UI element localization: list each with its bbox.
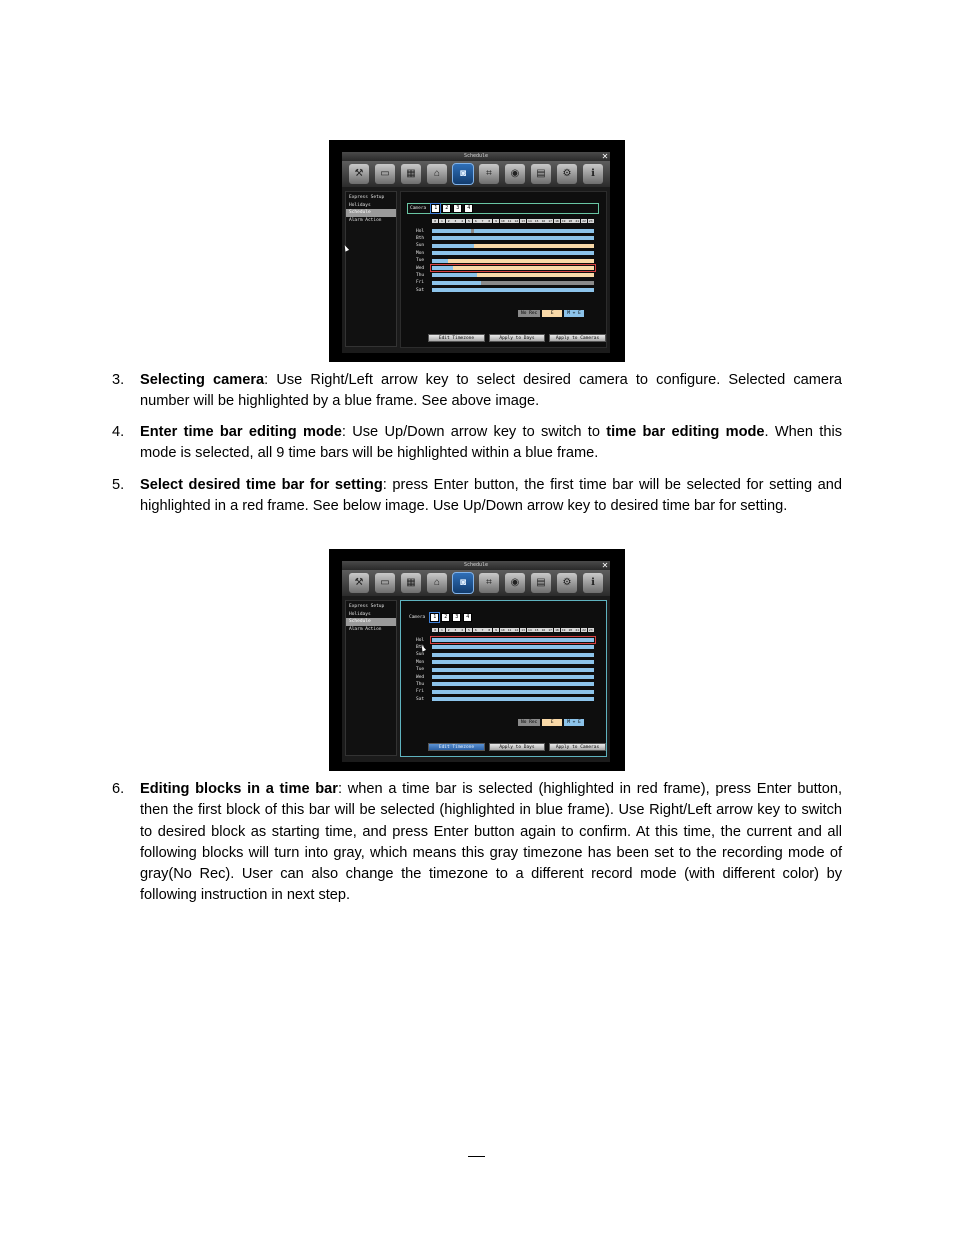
time-block[interactable] [481, 281, 594, 285]
day-label: Bth [416, 644, 425, 650]
time-bar[interactable] [432, 251, 594, 255]
step-description-end: . When this mode is selected, all 9 time bars will be highlighted within a blue frame. [140, 424, 842, 462]
step-number: 5. [112, 477, 125, 493]
info-icon[interactable]: ℹ [583, 573, 603, 593]
wrench-icon[interactable]: ⚒ [349, 573, 369, 593]
hour-cell: 6 [473, 219, 479, 223]
camera-label: Camera [410, 206, 427, 211]
day-label: Sun [416, 652, 425, 658]
gear-icon[interactable]: ⚙ [557, 164, 577, 184]
hour-cell: 1 [439, 628, 445, 632]
toolbar [342, 161, 610, 187]
day-label: Mon [416, 659, 425, 665]
time-bar[interactable] [432, 653, 594, 657]
time-block[interactable] [432, 660, 594, 664]
selected-bar-frame [430, 636, 596, 644]
menu-item-schedule[interactable]: Schedule [346, 618, 396, 626]
settings-menu [345, 191, 397, 347]
schedule-icon[interactable]: ◙ [453, 164, 473, 184]
hour-cell: 17 [548, 628, 552, 632]
time-block[interactable] [448, 259, 500, 263]
time-block[interactable] [432, 229, 471, 233]
hour-cell: 4 [459, 219, 465, 223]
selected-bar-frame [430, 264, 596, 272]
legend [518, 310, 584, 317]
step-term: Selecting camera [140, 372, 265, 388]
hour-cell: 2 [446, 628, 452, 632]
time-block[interactable] [432, 653, 594, 657]
step-term-inline: time bar editing mode [606, 424, 765, 440]
hour-cell: 13 [521, 628, 525, 632]
monitor-icon[interactable]: ▭ [375, 164, 395, 184]
hour-cell: 10 [500, 219, 505, 223]
hour-cell: 20 [568, 219, 573, 223]
time-bar[interactable] [432, 236, 594, 240]
info-icon[interactable]: ℹ [583, 164, 603, 184]
hour-cell: 15 [534, 628, 539, 632]
menu-item-holidays[interactable]: Holidays [349, 202, 371, 208]
day-label: Thu [416, 681, 425, 687]
hour-cell: 7 [479, 219, 485, 223]
schedule-icon[interactable]: ◙ [453, 573, 473, 593]
hour-cell: 7 [479, 628, 485, 632]
apply-to-cameras-button[interactable]: Apply to Cameras [549, 743, 606, 751]
time-block[interactable] [474, 229, 594, 233]
legend-event[interactable]: E [542, 719, 562, 726]
hour-cell: 4 [459, 628, 465, 632]
time-bar[interactable] [432, 697, 594, 701]
hour-cell: 11 [507, 219, 512, 223]
display-icon[interactable]: ▤ [531, 164, 551, 184]
dvr-window [342, 152, 610, 353]
day-label: Wed [416, 265, 425, 271]
legend-event[interactable]: E [542, 310, 562, 317]
hour-cell: 22 [582, 628, 586, 632]
hour-cell: 16 [541, 628, 546, 632]
step-term: Enter time bar editing mode [140, 424, 342, 440]
hour-cell: 10 [500, 628, 505, 632]
step-number: 4. [112, 424, 125, 440]
step-description: : Use Right/Left arrow key to select desired camera to configure. Selected camera number will be highlighted by a blue frame. See above image. [140, 372, 842, 410]
time-bar[interactable] [432, 288, 594, 292]
time-block[interactable] [432, 273, 477, 277]
schedule-screenshot-2 [329, 549, 625, 771]
time-bar[interactable] [432, 675, 594, 679]
hour-cell: 19 [561, 219, 566, 223]
step-text [140, 475, 842, 518]
hour-cell: 14 [528, 219, 532, 223]
hour-cell: 17 [548, 219, 552, 223]
time-bars [401, 192, 608, 349]
camera-icon[interactable]: ◉ [505, 573, 525, 593]
time-bar[interactable] [432, 244, 594, 248]
hour-cell: 1 [439, 219, 445, 223]
hour-cell: 22 [582, 219, 586, 223]
hour-cell: 8 [486, 219, 492, 223]
close-icon[interactable]: ✕ [601, 561, 609, 570]
step-text [140, 779, 842, 907]
day-label: Sat [416, 696, 425, 702]
hour-cell: 15 [534, 219, 539, 223]
time-block[interactable] [432, 236, 594, 240]
toolbar [342, 570, 610, 596]
time-bar[interactable] [432, 660, 594, 664]
time-bars [401, 601, 608, 758]
hour-cell: 6 [473, 628, 479, 632]
monitor-icon[interactable]: ▭ [375, 573, 395, 593]
dvr-window [342, 561, 610, 762]
legend-motion-event[interactable]: M + E [564, 719, 584, 726]
step-description: : press Enter button, the first time bar will be selected for setting and highlighted in a red frame. See below image. Use Up/Down arrow key to desired time bar for setting. [140, 477, 842, 515]
schedule-panel [400, 191, 607, 348]
day-label: Thu [416, 272, 425, 278]
time-block[interactable] [432, 690, 594, 694]
legend-no-rec[interactable]: No Rec [518, 719, 540, 726]
time-block[interactable] [432, 259, 448, 263]
legend-motion-event[interactable]: M + E [564, 310, 584, 317]
hour-cell: 0 [432, 219, 438, 223]
day-label: Hol [416, 228, 425, 234]
step-number: 3. [112, 372, 125, 388]
folder-icon[interactable]: ⌂ [427, 164, 447, 184]
camera-1-button[interactable]: 1 [431, 204, 440, 213]
apply-to-cameras-button[interactable]: Apply to Cameras [549, 334, 606, 342]
hour-cell: 8 [486, 628, 492, 632]
day-label: Wed [416, 674, 425, 680]
network-icon[interactable]: ⌗ [479, 573, 499, 593]
camera-1-button[interactable]: 1 [430, 613, 439, 622]
time-block[interactable] [432, 244, 474, 248]
time-block[interactable] [432, 251, 594, 255]
hour-cell: 12 [514, 219, 519, 223]
day-label: Tue [416, 258, 425, 264]
day-label: Hol [416, 637, 425, 643]
hour-cell: 3 [452, 219, 458, 223]
time-block[interactable] [500, 259, 594, 263]
hour-cell: 23 [588, 628, 593, 632]
time-bar[interactable] [432, 281, 594, 285]
step-text [140, 370, 842, 413]
time-bar[interactable] [432, 273, 594, 277]
hour-cell: 5 [466, 628, 472, 632]
hour-cell: 3 [452, 628, 458, 632]
hour-cell: 11 [507, 628, 512, 632]
time-block[interactable] [474, 244, 594, 248]
hour-cell: 2 [446, 219, 452, 223]
apply-to-days-button[interactable]: Apply to Days [489, 334, 545, 342]
step-term: Select desired time bar for setting [140, 477, 383, 493]
menu-item-alarm-action[interactable]: Alarm Action [349, 217, 382, 223]
camera-4-button[interactable]: 4 [463, 613, 472, 622]
wrench-icon[interactable]: ⚒ [349, 164, 369, 184]
step-description: : when a time bar is selected (highlighted in red frame), press Enter button, then the first block of this bar will be selected (highlighted in blue frame). Use Right/Left arrow key to switch to desired block as starting time, and press Enter button again to confirm. At this time, the current and all following blocks will turn into gray, which means this gray timezone has been set to the recording mode of gray(No Rec). User can also change the timezone to a different record mode (with different color) by following instruction in next step. [140, 781, 842, 904]
folder-icon[interactable]: ⌂ [427, 573, 447, 593]
hour-cell: 23 [588, 219, 593, 223]
window-title: Schedule [342, 152, 610, 161]
time-block[interactable] [432, 675, 594, 679]
time-bar[interactable] [432, 682, 594, 686]
time-bar[interactable] [432, 645, 594, 649]
legend [518, 719, 584, 726]
hour-cell: 12 [514, 628, 519, 632]
hour-cell: 13 [521, 219, 525, 223]
hour-cell: 14 [528, 628, 532, 632]
step-term: Editing blocks in a time bar [140, 781, 338, 797]
menu-item-express-setup[interactable]: Express Setup [349, 604, 385, 609]
hour-cell: 18 [555, 628, 559, 632]
hour-cell: 19 [561, 628, 566, 632]
time-bar[interactable] [432, 229, 594, 233]
grid-icon[interactable]: ▦ [401, 164, 421, 184]
step-description: : Use Up/Down arrow key to switch to [341, 424, 607, 440]
settings-menu [345, 600, 397, 756]
time-block[interactable] [477, 273, 594, 277]
hour-cell: 21 [575, 219, 580, 223]
edit-timezone-button[interactable]: Edit Timezone [428, 334, 485, 342]
day-label: Sun [416, 243, 425, 249]
day-label: Sat [416, 287, 425, 293]
time-block[interactable] [432, 668, 594, 672]
step-number: 6. [112, 781, 125, 797]
camera-icon[interactable]: ◉ [505, 164, 525, 184]
day-label: Tue [416, 667, 425, 673]
edit-timezone-button[interactable]: Edit Timezone [428, 743, 485, 751]
hour-cell: 21 [575, 628, 580, 632]
day-label: Mon [416, 250, 425, 256]
time-bar[interactable] [432, 668, 594, 672]
hour-cell: 20 [568, 628, 573, 632]
gear-icon[interactable]: ⚙ [557, 573, 577, 593]
camera-3-button[interactable]: 3 [453, 204, 462, 213]
camera-2-button[interactable]: 2 [441, 613, 450, 622]
day-label: Bth [416, 235, 425, 241]
time-bar[interactable] [432, 690, 594, 694]
step-text [140, 422, 842, 465]
time-bar[interactable] [432, 259, 594, 263]
time-block[interactable] [432, 682, 594, 686]
display-icon[interactable]: ▤ [531, 573, 551, 593]
legend-no-rec[interactable]: No Rec [518, 310, 540, 317]
day-label: Fri [416, 280, 425, 286]
time-block[interactable] [432, 281, 481, 285]
hour-cell: 16 [541, 219, 546, 223]
camera-4-button[interactable]: 4 [464, 204, 473, 213]
camera-3-button[interactable]: 3 [452, 613, 461, 622]
time-block[interactable] [432, 645, 594, 649]
hour-cell: 0 [432, 628, 438, 632]
day-label: Fri [416, 689, 425, 695]
menu-item-alarm-action[interactable]: Alarm Action [349, 626, 382, 632]
camera-label: Camera [409, 615, 426, 620]
apply-to-days-button[interactable]: Apply to Days [489, 743, 545, 751]
menu-item-holidays[interactable]: Holidays [349, 611, 371, 617]
network-icon[interactable]: ⌗ [479, 164, 499, 184]
grid-icon[interactable]: ▦ [401, 573, 421, 593]
menu-item-express-setup[interactable]: Express Setup [349, 195, 385, 200]
hour-cell: 18 [555, 219, 559, 223]
hour-cell: 9 [493, 219, 499, 223]
schedule-panel [400, 600, 607, 757]
camera-2-button[interactable]: 2 [442, 204, 451, 213]
hour-cell: 9 [493, 628, 499, 632]
close-icon[interactable]: ✕ [601, 152, 609, 161]
time-block[interactable] [432, 288, 594, 292]
page-footer-rule [468, 1156, 485, 1157]
hour-cell: 5 [466, 219, 472, 223]
menu-item-schedule[interactable]: Schedule [346, 209, 396, 217]
window-title: Schedule [342, 561, 610, 570]
time-block[interactable] [432, 697, 594, 701]
schedule-screenshot-1 [329, 140, 625, 362]
